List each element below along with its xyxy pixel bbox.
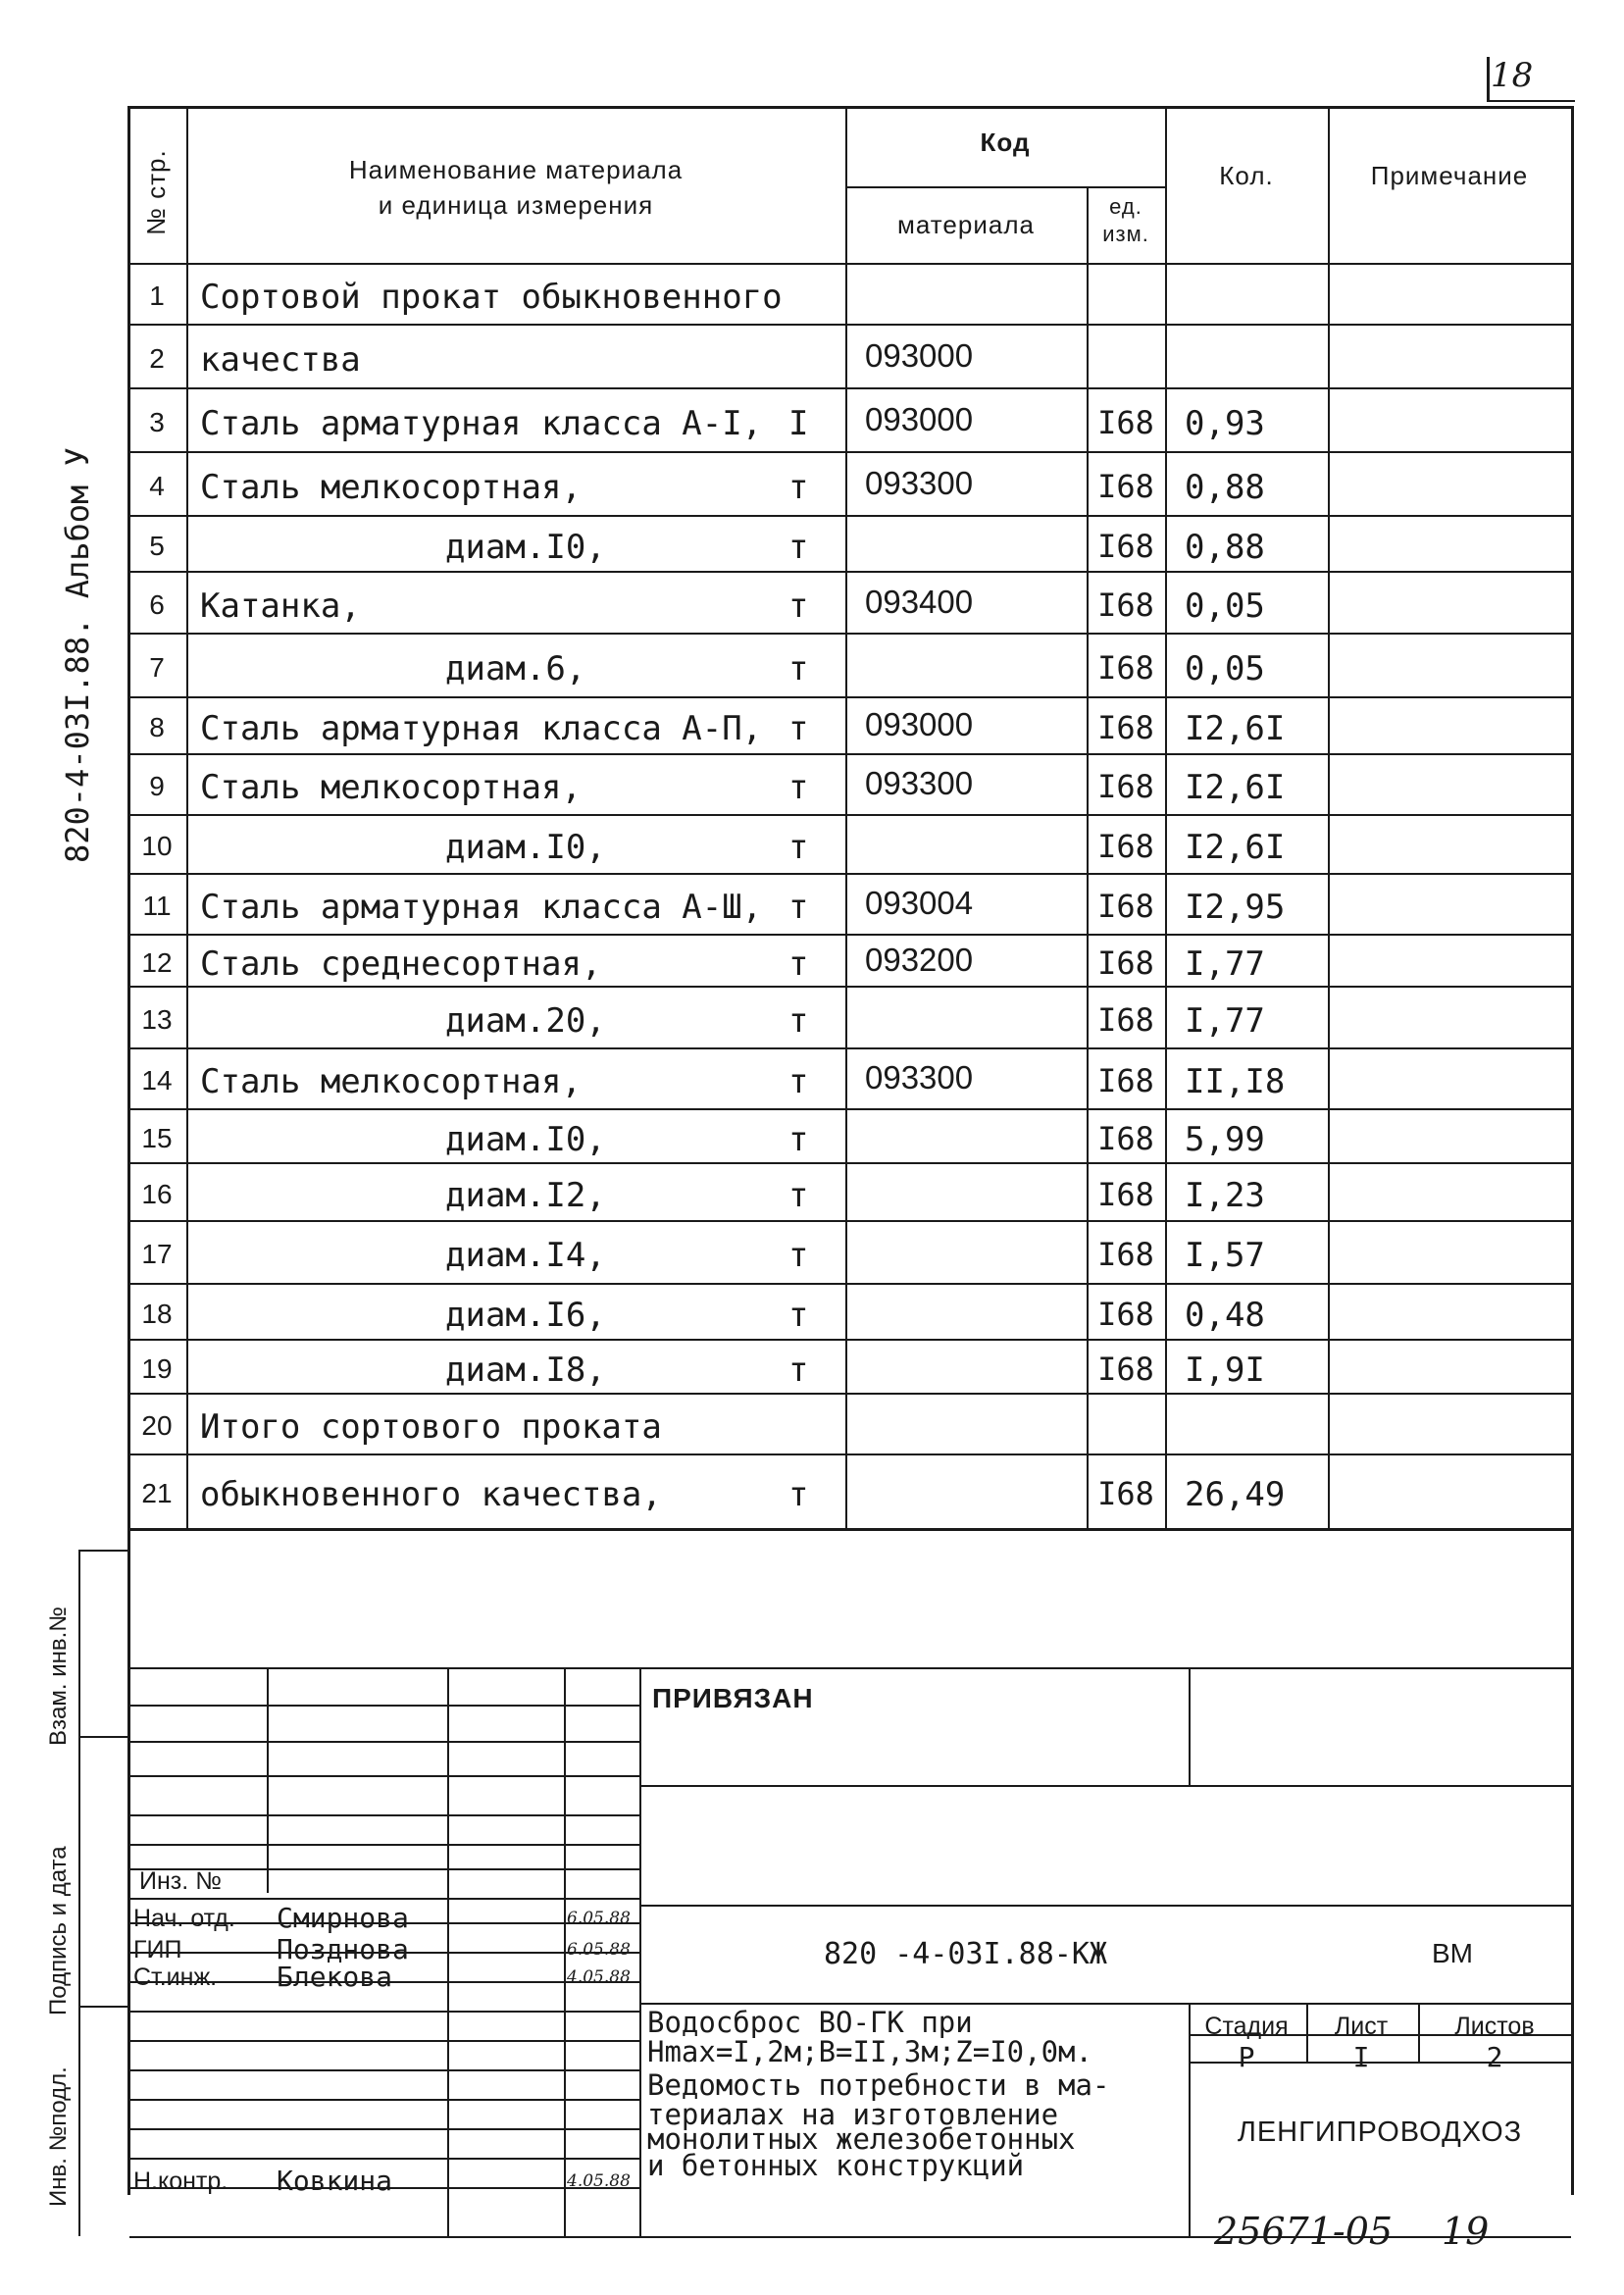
row-material-name: качества xyxy=(200,339,361,380)
stamp-privyazan-bottom xyxy=(639,1785,1571,1787)
code-header-split xyxy=(845,186,1165,188)
margin-label-vzam: Взам. инв.№ xyxy=(45,1606,72,1746)
col-divider-name xyxy=(845,106,847,1528)
row-unit-code: I68 xyxy=(1097,1350,1154,1388)
row-material-code: 093200 xyxy=(865,941,974,978)
album-side-label: 820-4-03I.88. Альбом У xyxy=(59,447,96,863)
stamp-right-cell-divider xyxy=(1189,1667,1191,1785)
row-unit: т xyxy=(788,1175,809,1215)
row-divider xyxy=(127,515,1573,517)
margin-label-inv: Инв. №подл. xyxy=(45,2066,72,2207)
row-number: 3 xyxy=(149,406,165,437)
row-material-name: диам.I8, xyxy=(445,1350,606,1390)
sheet-number: 18 xyxy=(1491,56,1534,95)
row-material-name: диам.6, xyxy=(445,648,586,688)
row-unit: т xyxy=(788,888,809,927)
stamp-row-line xyxy=(129,1814,639,1816)
stamp-row-line xyxy=(129,1898,639,1900)
row-quantity: 5,99 xyxy=(1185,1119,1265,1159)
header-name-line2: и единица измерения xyxy=(378,190,654,220)
row-unit: т xyxy=(788,1000,809,1041)
row-number: 21 xyxy=(141,1478,173,1508)
row-material-code: 093300 xyxy=(865,464,974,501)
row-material-name: Сталь среднесортная, xyxy=(200,944,602,984)
row-divider xyxy=(127,873,1573,875)
row-material-code: 093004 xyxy=(865,885,974,921)
stadia-label: Стадия xyxy=(1204,2013,1289,2040)
row-divider xyxy=(127,451,1573,453)
row-number: 14 xyxy=(141,1065,173,1096)
row-unit: т xyxy=(788,1475,809,1514)
table-top-border xyxy=(127,106,1573,109)
row-divider xyxy=(127,1454,1573,1455)
margin-strip-divider-1 xyxy=(78,1736,129,1738)
row-material-name: диам.I0, xyxy=(445,1119,606,1159)
row-number: 19 xyxy=(141,1352,173,1384)
list-label: Лист xyxy=(1334,2013,1389,2040)
row-number: 5 xyxy=(149,530,165,561)
row-material-code: 093300 xyxy=(865,1059,974,1096)
row-material-name: диам.I0, xyxy=(445,828,606,867)
title-line-5: монолитных железобетонных xyxy=(647,2122,1076,2156)
row-quantity: I,23 xyxy=(1185,1175,1265,1215)
privyazan-label: ПРИВЯЗАН xyxy=(652,1683,814,1713)
row-number: 12 xyxy=(141,946,173,978)
row-material-name: Сталь мелкосортная, xyxy=(200,467,582,507)
row-unit: т xyxy=(788,1350,809,1390)
signatory-name: Блекова xyxy=(277,1961,393,1993)
row-unit: т xyxy=(788,944,809,984)
listov-label: Листов xyxy=(1454,2013,1535,2040)
stamp-row-line xyxy=(129,1705,639,1707)
row-material-name: диам.I4, xyxy=(445,1236,606,1275)
row-number: 10 xyxy=(141,831,173,861)
row-unit-code: I68 xyxy=(1097,888,1154,925)
archive-page: 19 xyxy=(1442,2210,1490,2253)
title-line-1: Водосброс ВО-ГК при xyxy=(647,2006,973,2039)
row-number: 6 xyxy=(149,588,165,620)
row-unit: т xyxy=(788,1119,809,1159)
row-material-code: 093300 xyxy=(865,765,974,801)
row-unit: т xyxy=(788,527,809,567)
title-line-3: Ведомость потребности в ма- xyxy=(647,2068,1110,2102)
row-divider xyxy=(127,986,1573,988)
margin-strip-border xyxy=(78,1550,80,2236)
row-divider xyxy=(127,753,1573,755)
row-unit: т xyxy=(788,768,809,807)
row-material-name: Сталь мелкосортная, xyxy=(200,768,582,807)
row-unit-code: I68 xyxy=(1097,1062,1154,1099)
row-number: 9 xyxy=(149,771,165,801)
row-quantity: 0,93 xyxy=(1185,403,1265,443)
header-qty: Кол. xyxy=(1219,161,1274,190)
stamp-row-line xyxy=(129,2040,639,2042)
header-note: Примечание xyxy=(1370,161,1529,190)
row-unit: т xyxy=(788,709,809,748)
row-material-name: диам.20, xyxy=(445,1000,606,1041)
row-quantity: 0,48 xyxy=(1185,1295,1265,1335)
signatory-date: 6.05.88 xyxy=(567,1909,631,1928)
stamp-row-line xyxy=(129,2128,639,2130)
row-quantity: 0,05 xyxy=(1185,648,1265,688)
stamp-divider-main xyxy=(639,1667,641,2236)
row-divider xyxy=(127,1047,1573,1049)
row-unit: т xyxy=(788,1062,809,1101)
row-material-name: Итого сортового проката xyxy=(200,1407,662,1447)
row-material-name: диам.I2, xyxy=(445,1175,606,1215)
doc-type: ВМ xyxy=(1432,1938,1473,1968)
row-divider xyxy=(127,571,1573,573)
stamp-row-line xyxy=(129,2011,639,2013)
row-quantity: I,77 xyxy=(1185,944,1265,984)
row-unit-code: I68 xyxy=(1097,467,1154,505)
signatory-name: Позднова xyxy=(277,1933,409,1965)
row-number: 17 xyxy=(141,1239,173,1269)
row-unit-code: I68 xyxy=(1097,648,1154,687)
header-unit-line2: изм. xyxy=(1102,222,1149,246)
row-divider xyxy=(127,1108,1573,1110)
inz-no-label: Инз. № xyxy=(139,1867,222,1895)
stamp-col1-upper xyxy=(267,1667,269,1893)
row-unit: т xyxy=(788,586,809,626)
row-divider xyxy=(127,696,1573,698)
title-line-4: териалах на изготовление xyxy=(647,2098,1059,2131)
row-divider xyxy=(127,1162,1573,1164)
list-value: I xyxy=(1352,2041,1370,2073)
organization-name: ЛЕНГИПРОВОДХОЗ xyxy=(1237,2116,1523,2148)
stamp-row-line xyxy=(129,2158,639,2160)
stamp-top xyxy=(129,1667,1571,1669)
row-divider xyxy=(127,934,1573,936)
header-code-material: материала xyxy=(897,210,1035,239)
row-material-name: Сталь мелкосортная, xyxy=(200,1062,582,1101)
row-unit-code: I68 xyxy=(1097,1475,1154,1512)
header-unit-line1: ед. xyxy=(1109,194,1142,219)
table-right-border xyxy=(1571,106,1574,2195)
header-name-line1: Наименование материала xyxy=(348,155,684,184)
row-unit-code: I68 xyxy=(1097,1119,1154,1157)
signatory-name: Смирнова xyxy=(277,1902,409,1934)
row-material-name: Сталь арматурная класса А-П, xyxy=(200,709,763,748)
row-number: 7 xyxy=(149,651,165,683)
signatory-role: Нач. отд. xyxy=(133,1905,235,1932)
row-divider xyxy=(127,1393,1573,1395)
row-unit: I xyxy=(788,403,809,443)
row-material-code: 093000 xyxy=(865,336,974,374)
row-number: 15 xyxy=(141,1122,173,1153)
signatory-date: 6.05.88 xyxy=(567,1940,631,1960)
row-number: 11 xyxy=(142,891,172,921)
signatory-date: 4.05.88 xyxy=(567,2171,631,2191)
col-divider-qty xyxy=(1328,106,1330,1528)
row-unit: т xyxy=(788,648,809,688)
stamp-row-line xyxy=(129,1741,639,1743)
row-quantity: 0,88 xyxy=(1185,527,1265,567)
signatory-role: ГИП xyxy=(133,1936,182,1964)
stamp-row-line xyxy=(129,2099,639,2101)
stamp-row-line xyxy=(129,2069,639,2071)
title-line-6: и бетонных конструкций xyxy=(647,2149,1025,2182)
row-material-name: Сталь арматурная класса А-I, xyxy=(200,403,763,443)
row-number: 2 xyxy=(149,342,165,374)
row-unit-code: I68 xyxy=(1097,403,1154,441)
row-material-name: диам.I0, xyxy=(445,527,606,567)
row-number: 1 xyxy=(149,280,165,311)
row-material-name: обыкновенного качества, xyxy=(200,1475,662,1514)
row-quantity: I2,95 xyxy=(1185,888,1286,927)
row-material-name: Сталь арматурная класса А-Ш, xyxy=(200,888,763,927)
row-unit-code: I68 xyxy=(1097,1236,1154,1273)
doc-code: 820 -4-03I.88-КЖ xyxy=(824,1937,1107,1971)
row-unit: т xyxy=(788,467,809,507)
row-unit: т xyxy=(788,1236,809,1275)
archive-number: 25671-05 xyxy=(1214,2210,1394,2253)
row-quantity: I2,6I xyxy=(1185,709,1286,748)
row-unit-code: I68 xyxy=(1097,1175,1154,1213)
row-number: 18 xyxy=(141,1298,173,1329)
row-number: 13 xyxy=(141,1003,173,1035)
header-code: Код xyxy=(980,128,1031,157)
row-quantity: 0,88 xyxy=(1185,467,1265,507)
signatory-name: Ковкина xyxy=(277,2165,393,2197)
row-material-code: 093000 xyxy=(865,706,974,742)
row-unit-code: I68 xyxy=(1097,1295,1154,1333)
row-material-name: диам.I6, xyxy=(445,1295,606,1335)
table-bottom-border xyxy=(127,1528,1573,1531)
row-number: 20 xyxy=(141,1410,173,1441)
row-divider xyxy=(127,633,1573,635)
row-divider xyxy=(127,1220,1573,1222)
row-number: 4 xyxy=(149,470,165,501)
row-quantity: I2,6I xyxy=(1185,828,1286,867)
row-unit-code: I68 xyxy=(1097,944,1154,982)
row-quantity: I2,6I xyxy=(1185,768,1286,807)
stamp-row-line xyxy=(129,1844,639,1846)
row-divider xyxy=(127,387,1573,389)
row-divider xyxy=(127,1339,1573,1341)
row-number: 8 xyxy=(149,712,165,742)
margin-label-podpis: Подпись и дата xyxy=(45,1846,72,2015)
stamp-row-line xyxy=(129,1775,639,1777)
row-material-code: 093400 xyxy=(865,583,974,620)
row-unit-code: I68 xyxy=(1097,1000,1154,1039)
row-quantity: I,9I xyxy=(1185,1350,1265,1390)
row-quantity: I,57 xyxy=(1185,1236,1265,1275)
title-line-2: Hmax=I,2м;В=II,3м;Z=I0,0м. xyxy=(647,2035,1092,2068)
margin-strip-top xyxy=(78,1550,129,1552)
row-divider xyxy=(127,263,1573,265)
stamp-code-top xyxy=(639,1905,1571,1907)
row-quantity: II,I8 xyxy=(1185,1062,1286,1101)
row-divider xyxy=(127,324,1573,326)
listov-value: 2 xyxy=(1486,2041,1503,2073)
sheet-number-underline xyxy=(1487,100,1575,102)
col-divider-num xyxy=(186,106,188,1528)
sheet-number-divider xyxy=(1487,57,1490,100)
signatory-role: Н.контр. xyxy=(133,2168,228,2195)
col-divider-unit xyxy=(1165,106,1167,1528)
row-divider xyxy=(127,814,1573,816)
row-quantity: 0,05 xyxy=(1185,586,1265,626)
row-unit-code: I68 xyxy=(1097,768,1154,805)
margin-strip-divider-2 xyxy=(78,2006,129,2008)
row-quantity: I,77 xyxy=(1185,1000,1265,1041)
row-divider xyxy=(127,1283,1573,1285)
row-unit-code: I68 xyxy=(1097,527,1154,565)
row-quantity: 26,49 xyxy=(1185,1475,1286,1514)
row-number: 16 xyxy=(141,1178,173,1209)
row-material-code: 093000 xyxy=(865,400,974,437)
row-material-name: Катанка, xyxy=(200,586,361,626)
row-unit: т xyxy=(788,828,809,867)
stamp-code-bottom xyxy=(639,2003,1571,2005)
row-unit: т xyxy=(788,1295,809,1335)
signatory-role: Ст.инж. xyxy=(133,1964,218,1991)
stadia-value: Р xyxy=(1238,2041,1255,2073)
header-num: № стр. xyxy=(141,149,171,235)
signatory-date: 4.05.88 xyxy=(567,1967,631,1987)
row-unit-code: I68 xyxy=(1097,828,1154,865)
row-material-name: Сортовой прокат обыкновенного xyxy=(200,278,783,317)
row-unit-code: I68 xyxy=(1097,586,1154,624)
row-unit-code: I68 xyxy=(1097,709,1154,746)
